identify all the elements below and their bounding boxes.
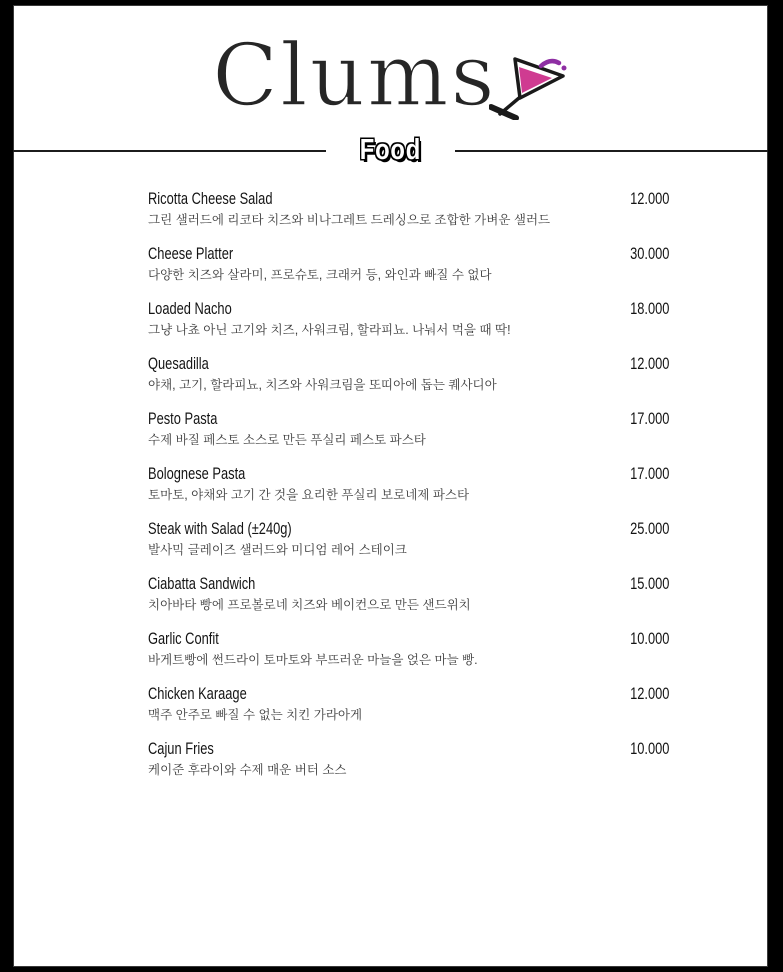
menu-item-price: 15.000 [629, 575, 669, 593]
menu-item [148, 245, 669, 283]
menu-item-price: 12.000 [629, 190, 669, 208]
menu-item [148, 300, 669, 338]
menu-item [148, 465, 669, 503]
menu-item-description: 그냥 나쵸 아닌 고기와 치즈, 사워크림, 할라피뇨. 나눠서 먹을 때 딱! [148, 323, 511, 337]
menu-item-description: 야채, 고기, 할라피뇨, 치즈와 사워크림을 또띠아에 돕는 퀘사디아 [148, 378, 497, 392]
section-title: Food [359, 133, 422, 166]
menu-item-price-cell [619, 410, 669, 429]
menu-item [148, 575, 669, 613]
menu-item [148, 410, 669, 448]
menu-item [148, 520, 669, 558]
menu-item-price-cell [619, 740, 669, 759]
menu-item-price: 17.000 [629, 410, 669, 428]
menu-item-price-cell [619, 355, 669, 374]
menu-item-name: Steak with Salad (±240g) [148, 520, 292, 538]
menu-item-price-cell [619, 520, 669, 539]
menu-item-price: 17.000 [629, 465, 669, 483]
menu-item-description: 수제 바질 페스토 소스로 만든 푸실리 페스토 파스타 [148, 433, 426, 447]
menu-item-price-cell [619, 685, 669, 704]
menu-item-price: 12.000 [629, 355, 669, 373]
martini-splash-dot [561, 66, 566, 71]
menu-item [148, 685, 669, 723]
menu-page [13, 5, 768, 967]
menu-item-name: Ricotta Cheese Salad [148, 190, 273, 208]
menu-item-price: 25.000 [629, 520, 669, 538]
menu-list [14, 190, 767, 778]
menu-item-name: Pesto Pasta [148, 410, 218, 428]
menu-item-name: Ciabatta Sandwich [148, 575, 256, 593]
menu-item-description: 케이준 후라이와 수제 매운 버터 소스 [148, 763, 347, 777]
menu-item-name: Cajun Fries [148, 740, 214, 758]
menu-item-price-cell [619, 245, 669, 264]
menu-item-name: Bolognese Pasta [148, 465, 246, 483]
menu-item-price: 10.000 [629, 740, 669, 758]
martini-splash [541, 61, 559, 66]
menu-item-price-cell [619, 465, 669, 484]
menu-item-price: 18.000 [629, 300, 669, 318]
menu-item-price-cell [619, 575, 669, 594]
menu-item-name: Chicken Karaage [148, 685, 247, 703]
menu-item [148, 740, 669, 778]
menu-item-price-cell [619, 630, 669, 649]
menu-item-name: Cheese Platter [148, 245, 234, 263]
martini-foot [491, 107, 516, 118]
section-title-badge [326, 134, 455, 167]
martini-glass-icon [489, 56, 569, 120]
menu-item-name: Loaded Nacho [148, 300, 232, 318]
menu-item-description: 바게트빵에 썬드라이 토마토와 부뜨러운 마늘을 얹은 마늘 빵. [148, 653, 478, 667]
section-divider [14, 122, 767, 178]
menu-item-description: 치아바타 빵에 프로볼로네 치즈와 베이컨으로 만든 샌드위치 [148, 598, 471, 612]
menu-item [148, 190, 669, 228]
menu-item-price: 12.000 [629, 685, 669, 703]
menu-item-name: Garlic Confit [148, 630, 219, 648]
menu-item-name: Quesadilla [148, 355, 209, 373]
brand-logo [14, 6, 767, 126]
menu-item [148, 630, 669, 668]
menu-item-price-cell [619, 300, 669, 319]
menu-item-price: 30.000 [629, 245, 669, 263]
menu-item-description: 다양한 치즈와 살라미, 프로슈토, 크래커 등, 와인과 빠질 수 없다 [148, 268, 492, 282]
menu-item [148, 355, 669, 393]
menu-item-price-cell [619, 190, 669, 209]
brand-name-text: Clums [212, 26, 497, 126]
menu-item-description: 토마토, 야채와 고기 간 것을 요리한 푸실리 보로네제 파스타 [148, 488, 470, 502]
menu-item-description: 그린 샐러드에 리코타 치즈와 비나그레트 드레싱으로 조합한 가벼운 샐러드 [148, 213, 551, 227]
menu-item-description: 맥주 안주로 빠질 수 없는 치킨 가라아게 [148, 708, 363, 722]
menu-item-description: 발사믹 글레이즈 샐러드와 미디엄 레어 스테이크 [148, 543, 407, 557]
menu-item-price: 10.000 [629, 630, 669, 648]
